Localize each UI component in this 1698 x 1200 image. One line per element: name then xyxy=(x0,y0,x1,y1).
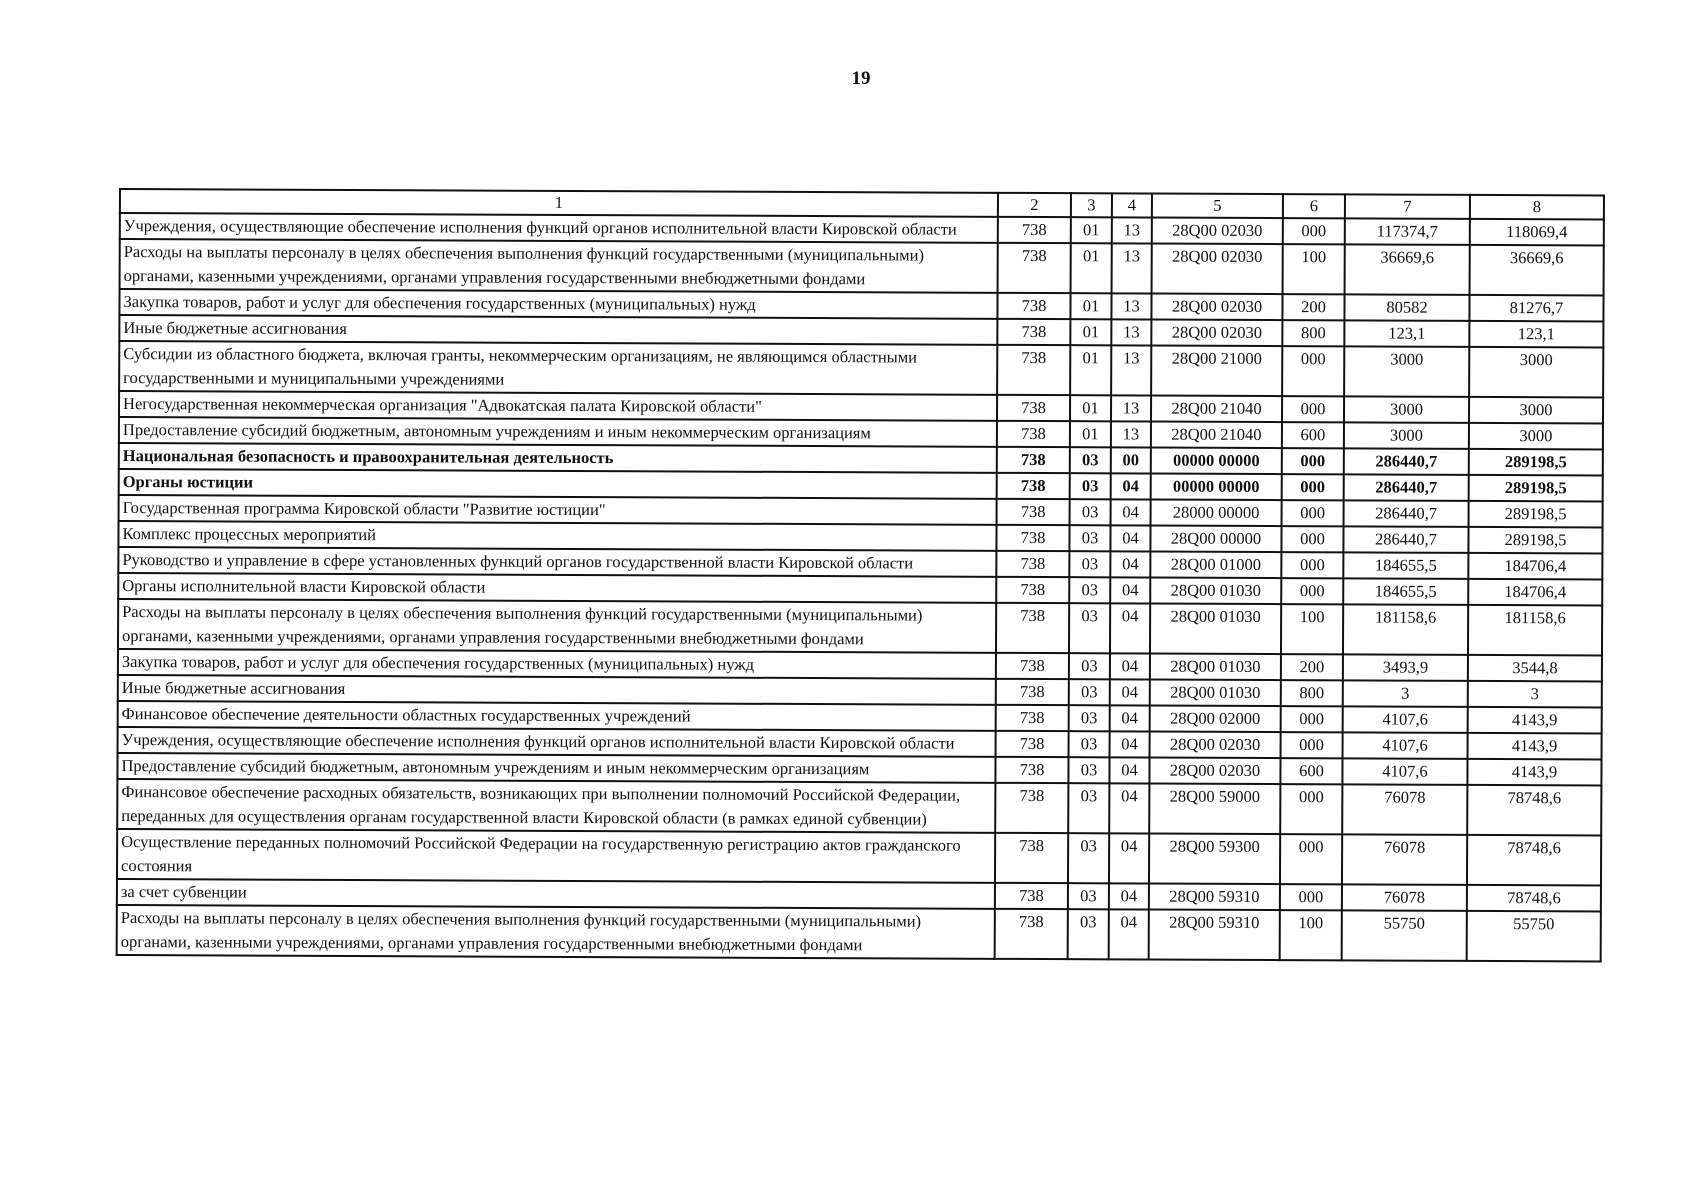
cell-name: Закупка товаров, работ и услуг для обеспечения государственных (муниципальных) нужд xyxy=(119,289,997,319)
cell-name: Предоставление субсидий бюджетным, автономным учреждениям и иным некоммерческим организациям xyxy=(119,417,997,447)
cell-subsection: 04 xyxy=(1109,909,1149,959)
cell-name: Учреждения, осуществляющие обеспечение исполнения функций органов исполнительной власти Кировской области xyxy=(118,727,996,757)
table-row xyxy=(119,341,1603,397)
cell-section: 03 xyxy=(1069,653,1110,679)
cell-expense-type: 000 xyxy=(1281,552,1343,578)
cell-amount-year-1: 3000 xyxy=(1344,422,1469,449)
cell-name: Финансовое обеспечение деятельности областных государственных учреждений xyxy=(118,701,996,731)
cell-ministry: 738 xyxy=(996,551,1069,577)
cell-ministry: 738 xyxy=(995,757,1068,783)
cell-amount-year-1: 3493,9 xyxy=(1343,654,1468,681)
cell-subsection: 04 xyxy=(1110,603,1150,653)
cell-amount-year-2: 123,1 xyxy=(1469,321,1603,348)
cell-ministry: 738 xyxy=(995,833,1068,883)
cell-amount-year-2: 4143,9 xyxy=(1468,707,1602,734)
cell-ministry: 738 xyxy=(998,217,1071,243)
table-row xyxy=(117,829,1601,885)
cell-target-article: 28Q00 21040 xyxy=(1151,422,1282,449)
cell-subsection: 04 xyxy=(1110,525,1150,551)
cell-amount-year-2: 78748,6 xyxy=(1467,835,1601,886)
cell-ministry: 738 xyxy=(997,447,1070,473)
cell-expense-type: 200 xyxy=(1281,654,1343,680)
cell-name: Государственная программа Кировской области "Развитие юстиции" xyxy=(119,495,997,525)
cell-subsection: 13 xyxy=(1111,421,1151,447)
cell-name: Иные бюджетные ассигнования xyxy=(118,675,996,705)
cell-subsection: 13 xyxy=(1111,395,1151,421)
cell-amount-year-2: 3 xyxy=(1468,681,1602,708)
cell-ministry: 738 xyxy=(996,679,1069,705)
cell-section: 01 xyxy=(1071,217,1112,243)
cell-expense-type: 000 xyxy=(1281,578,1343,604)
cell-name: Руководство и управление в сфере установленных функций органов государственной власти Кировской области xyxy=(118,547,996,577)
cell-ministry: 738 xyxy=(997,499,1070,525)
cell-name: Национальная безопасность и правоохранительная деятельность xyxy=(119,443,997,473)
cell-expense-type: 000 xyxy=(1282,474,1344,500)
cell-name: Учреждения, осуществляющие обеспечение исполнения функций органов исполнительной власти Кировской области xyxy=(120,213,998,243)
cell-expense-type: 000 xyxy=(1282,500,1344,526)
cell-ministry: 738 xyxy=(998,243,1071,293)
cell-amount-year-1: 184655,5 xyxy=(1343,552,1468,579)
cell-target-article: 28Q00 21040 xyxy=(1151,396,1282,423)
cell-amount-year-1: 76078 xyxy=(1342,784,1467,835)
cell-target-article: 28Q00 59000 xyxy=(1149,784,1280,835)
cell-section: 01 xyxy=(1070,319,1111,345)
cell-section: 01 xyxy=(1071,243,1112,293)
cell-ministry: 738 xyxy=(997,345,1070,395)
header-col-8: 8 xyxy=(1470,195,1604,220)
cell-expense-type: 000 xyxy=(1282,396,1344,422)
cell-section: 03 xyxy=(1069,679,1110,705)
table-row xyxy=(118,599,1602,655)
cell-subsection: 13 xyxy=(1111,319,1151,345)
cell-target-article: 00000 00000 xyxy=(1151,474,1282,501)
cell-ministry: 738 xyxy=(995,909,1068,959)
cell-section: 03 xyxy=(1069,551,1110,577)
cell-expense-type: 100 xyxy=(1280,910,1342,960)
cell-subsection: 04 xyxy=(1110,679,1150,705)
cell-amount-year-1: 286440,7 xyxy=(1344,448,1469,475)
cell-amount-year-2: 4143,9 xyxy=(1467,759,1601,786)
cell-amount-year-1: 286440,7 xyxy=(1344,474,1469,501)
cell-expense-type: 600 xyxy=(1280,758,1342,784)
cell-section: 03 xyxy=(1070,447,1111,473)
cell-subsection: 04 xyxy=(1110,653,1150,679)
cell-ministry: 738 xyxy=(996,705,1069,731)
cell-target-article: 28Q00 21000 xyxy=(1151,346,1282,397)
cell-expense-type: 000 xyxy=(1280,884,1342,910)
cell-section: 03 xyxy=(1068,757,1109,783)
cell-ministry: 738 xyxy=(995,883,1068,909)
cell-subsection: 13 xyxy=(1111,345,1151,395)
cell-section: 01 xyxy=(1070,395,1111,421)
cell-name: Закупка товаров, работ и услуг для обеспечения государственных (муниципальных) нужд xyxy=(118,649,996,679)
cell-amount-year-1: 36669,6 xyxy=(1345,244,1470,295)
cell-target-article: 00000 00000 xyxy=(1151,448,1282,475)
cell-expense-type: 000 xyxy=(1281,526,1343,552)
table-row xyxy=(117,905,1601,961)
table-row xyxy=(117,779,1601,835)
cell-expense-type: 000 xyxy=(1281,706,1343,732)
cell-amount-year-2: 184706,4 xyxy=(1468,553,1602,580)
cell-amount-year-1: 3000 xyxy=(1344,346,1469,397)
cell-expense-type: 600 xyxy=(1282,422,1344,448)
cell-expense-type: 000 xyxy=(1282,346,1344,396)
cell-amount-year-2: 289198,5 xyxy=(1469,449,1603,476)
cell-amount-year-1: 3 xyxy=(1343,680,1468,707)
cell-amount-year-1: 4107,6 xyxy=(1343,706,1468,733)
header-col-6: 6 xyxy=(1283,194,1345,218)
cell-amount-year-1: 181158,6 xyxy=(1343,604,1468,655)
cell-expense-type: 000 xyxy=(1280,834,1342,884)
cell-subsection: 04 xyxy=(1111,473,1151,499)
cell-subsection: 04 xyxy=(1110,551,1150,577)
header-col-7: 7 xyxy=(1345,194,1470,219)
cell-section: 03 xyxy=(1068,783,1109,833)
cell-section: 03 xyxy=(1070,473,1111,499)
cell-target-article: 28Q00 02000 xyxy=(1150,706,1281,733)
cell-amount-year-1: 80582 xyxy=(1344,294,1469,321)
header-col-4: 4 xyxy=(1112,193,1152,217)
cell-name: Финансовое обеспечение расходных обязательств, возникающих при выполнении полномочий Российской Федерации, переданных для осуществления органам государственной власти Кировской области (в рамках единой субвенции) xyxy=(117,779,995,833)
cell-amount-year-2: 36669,6 xyxy=(1470,245,1604,296)
cell-target-article: 28Q00 01030 xyxy=(1150,604,1281,655)
cell-amount-year-1: 184655,5 xyxy=(1343,578,1468,605)
cell-ministry: 738 xyxy=(996,603,1069,653)
cell-ministry: 738 xyxy=(996,525,1069,551)
cell-expense-type: 000 xyxy=(1282,448,1344,474)
cell-section: 03 xyxy=(1068,833,1109,883)
cell-subsection: 04 xyxy=(1111,499,1151,525)
cell-name: Комплекс процессных мероприятий xyxy=(118,521,996,551)
cell-target-article: 28Q00 01030 xyxy=(1150,680,1281,707)
table-body xyxy=(117,213,1604,961)
cell-target-article: 28Q00 01030 xyxy=(1150,578,1281,605)
cell-expense-type: 000 xyxy=(1280,784,1342,834)
cell-subsection: 04 xyxy=(1109,883,1149,909)
cell-name: Осуществление переданных полномочий Российской Федерации на государственную регистрацию актов гражданского состояния xyxy=(117,829,995,883)
cell-target-article: 28Q00 00000 xyxy=(1150,526,1281,553)
cell-subsection: 04 xyxy=(1109,757,1149,783)
cell-amount-year-1: 286440,7 xyxy=(1343,526,1468,553)
cell-name: Расходы на выплаты персоналу в целях обеспечения выполнения функций государственными (муниципальными) органами, казенными учреждениями, органами управления государственными внебюджетными фондами xyxy=(118,599,996,653)
header-col-2: 2 xyxy=(998,193,1071,217)
cell-amount-year-2: 289198,5 xyxy=(1468,527,1602,554)
cell-name: Субсидии из областного бюджета, включая гранты, некоммерческим организациям, не являющимся областными государственными и муниципальными учреждениями xyxy=(119,341,997,395)
cell-expense-type: 000 xyxy=(1283,218,1345,244)
cell-amount-year-2: 3000 xyxy=(1469,347,1603,398)
cell-name: Предоставление субсидий бюджетным, автономным учреждениям и иным некоммерческим организациям xyxy=(117,753,995,783)
cell-subsection: 04 xyxy=(1110,577,1150,603)
cell-target-article: 28Q00 02030 xyxy=(1151,320,1282,347)
cell-section: 03 xyxy=(1068,909,1109,959)
cell-subsection: 00 xyxy=(1111,447,1151,473)
cell-amount-year-1: 123,1 xyxy=(1344,320,1469,347)
cell-ministry: 738 xyxy=(996,653,1069,679)
cell-target-article: 28000 00000 xyxy=(1151,500,1282,527)
cell-target-article: 28Q00 02030 xyxy=(1150,732,1281,759)
cell-amount-year-2: 3000 xyxy=(1469,423,1603,450)
cell-subsection: 04 xyxy=(1109,783,1149,833)
cell-section: 03 xyxy=(1069,577,1110,603)
cell-subsection: 04 xyxy=(1110,731,1150,757)
cell-ministry: 738 xyxy=(997,395,1070,421)
cell-section: 03 xyxy=(1069,525,1110,551)
cell-name: Иные бюджетные ассигнования xyxy=(119,315,997,345)
header-col-5: 5 xyxy=(1152,194,1283,219)
cell-amount-year-2: 78748,6 xyxy=(1467,785,1601,836)
cell-amount-year-2: 118069,4 xyxy=(1470,219,1604,246)
cell-name: Расходы на выплаты персоналу в целях обеспечения выполнения функций государственными (муниципальными) органами, казенными учреждениями, органами управления государственными внебюджетными фондами xyxy=(120,239,998,293)
cell-amount-year-2: 289198,5 xyxy=(1469,475,1603,502)
cell-expense-type: 800 xyxy=(1281,680,1343,706)
cell-target-article: 28Q00 59310 xyxy=(1149,910,1280,961)
cell-ministry: 738 xyxy=(997,319,1070,345)
cell-amount-year-2: 3544,8 xyxy=(1468,655,1602,682)
cell-section: 01 xyxy=(1070,421,1111,447)
cell-name: Органы исполнительной власти Кировской области xyxy=(118,573,996,603)
cell-target-article: 28Q00 01030 xyxy=(1150,654,1281,681)
page-number: 19 xyxy=(851,68,871,89)
cell-amount-year-2: 81276,7 xyxy=(1469,295,1603,322)
cell-name: Расходы на выплаты персоналу в целях обеспечения выполнения функций государственными (муниципальными) органами, казенными учреждениями, органами управления государственными внебюджетными фондами xyxy=(117,905,995,959)
cell-amount-year-2: 55750 xyxy=(1467,911,1601,962)
cell-amount-year-2: 3000 xyxy=(1469,397,1603,424)
cell-target-article: 28Q00 02030 xyxy=(1149,758,1280,785)
cell-amount-year-1: 4107,6 xyxy=(1343,732,1468,759)
cell-amount-year-1: 4107,6 xyxy=(1342,758,1467,785)
cell-amount-year-1: 286440,7 xyxy=(1344,500,1469,527)
budget-table xyxy=(116,188,1605,962)
cell-section: 03 xyxy=(1069,705,1110,731)
cell-amount-year-1: 76078 xyxy=(1342,834,1467,885)
cell-amount-year-2: 78748,6 xyxy=(1467,885,1601,912)
cell-target-article: 28Q00 02030 xyxy=(1152,218,1283,245)
cell-expense-type: 800 xyxy=(1282,320,1344,346)
header-col-3: 3 xyxy=(1071,193,1112,217)
cell-target-article: 28Q00 01000 xyxy=(1150,552,1281,579)
cell-ministry: 738 xyxy=(997,421,1070,447)
cell-target-article: 28Q00 02030 xyxy=(1151,294,1282,321)
cell-subsection: 13 xyxy=(1112,243,1152,293)
cell-name: Негосударственная некоммерческая организация "Адвокатская палата Кировской области" xyxy=(119,391,997,421)
cell-subsection: 13 xyxy=(1111,293,1151,319)
cell-section: 03 xyxy=(1069,731,1110,757)
cell-section: 01 xyxy=(1070,345,1111,395)
cell-expense-type: 000 xyxy=(1281,732,1343,758)
cell-amount-year-2: 289198,5 xyxy=(1469,501,1603,528)
header-col-1: 1 xyxy=(120,189,998,217)
cell-target-article: 28Q00 59300 xyxy=(1149,834,1280,885)
cell-target-article: 28Q00 59310 xyxy=(1149,884,1280,911)
cell-expense-type: 100 xyxy=(1281,604,1343,654)
cell-section: 01 xyxy=(1070,293,1111,319)
cell-target-article: 28Q00 02030 xyxy=(1152,244,1283,295)
cell-amount-year-1: 55750 xyxy=(1342,910,1467,961)
cell-ministry: 738 xyxy=(995,783,1068,833)
cell-amount-year-2: 184706,4 xyxy=(1468,579,1602,606)
cell-amount-year-1: 117374,7 xyxy=(1345,218,1470,245)
cell-ministry: 738 xyxy=(996,577,1069,603)
cell-amount-year-2: 4143,9 xyxy=(1468,733,1602,760)
cell-subsection: 04 xyxy=(1110,705,1150,731)
cell-section: 03 xyxy=(1070,499,1111,525)
cell-amount-year-1: 76078 xyxy=(1342,884,1467,911)
cell-expense-type: 200 xyxy=(1282,294,1344,320)
cell-expense-type: 100 xyxy=(1283,244,1345,294)
table-row xyxy=(120,239,1604,295)
cell-name: Органы юстиции xyxy=(119,469,997,499)
cell-ministry: 738 xyxy=(996,731,1069,757)
cell-name: за счет субвенции xyxy=(117,879,995,909)
cell-amount-year-1: 3000 xyxy=(1344,396,1469,423)
cell-section: 03 xyxy=(1069,603,1110,653)
cell-amount-year-2: 181158,6 xyxy=(1468,605,1602,656)
cell-subsection: 04 xyxy=(1109,833,1149,883)
cell-ministry: 738 xyxy=(997,293,1070,319)
cell-subsection: 13 xyxy=(1112,217,1152,243)
cell-ministry: 738 xyxy=(997,473,1070,499)
cell-section: 03 xyxy=(1068,883,1109,909)
